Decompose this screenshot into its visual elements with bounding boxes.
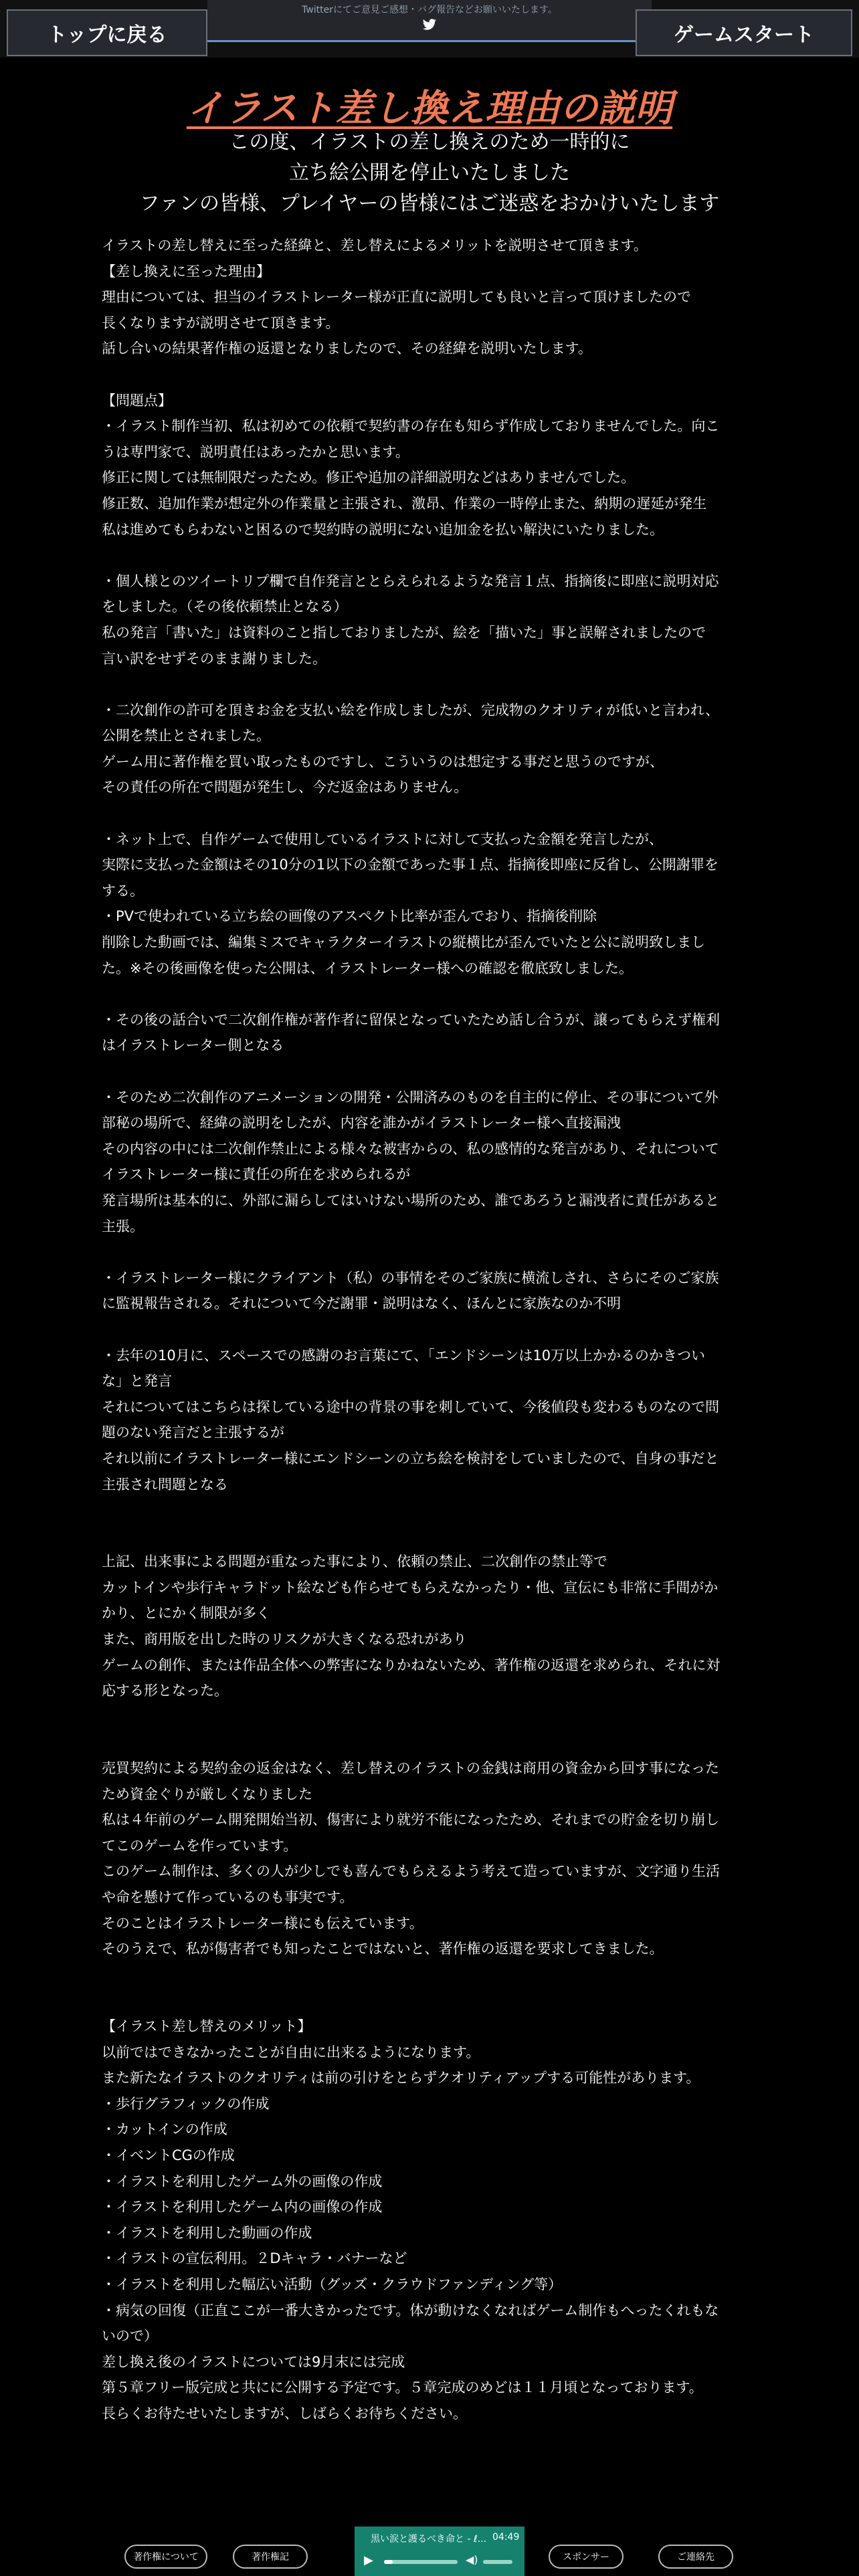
game-start-button[interactable]: ゲームスタート (636, 9, 852, 56)
body-line: た。※その後画像を使った公開は、イラストレーター様への確認を徹底致しました。 (102, 960, 633, 976)
body-line: や命を懸けて作っているのも事実です。 (102, 1889, 354, 1905)
body-line: 公開を禁止とされました。 (102, 728, 270, 744)
sponsor-button[interactable]: スポンサー (549, 2545, 624, 2569)
body-line (102, 981, 757, 1007)
body-line: ・ネット上で、自作ゲームで使用しているイラストに対して支払った金額を発言したが、 (102, 831, 663, 847)
body-line: その内容の中には二次創作禁止による様々な被害からの、私の感情的な発言があり、それについて (102, 1140, 719, 1157)
body-line: する。 (102, 882, 144, 899)
body-line: な」と発言 (102, 1373, 172, 1390)
subheading (0, 127, 859, 219)
body-line (102, 1988, 757, 2014)
seek-bar[interactable] (384, 2560, 458, 2564)
body-line: 上記、出来事による問題が重なった事により、依頼の禁止、二次創作の禁止等で (102, 1553, 607, 1570)
body-line: 差し換え後のイラストについては9月末には完成 (102, 2353, 405, 2370)
body-line: 実際に支払った金額はその10分の1以下の金額であった事１点、指摘後即座に反省し、公開謝罪を (102, 857, 719, 873)
body-line (102, 1523, 757, 1549)
body-line: ・イベントCGの作成 (102, 2147, 235, 2163)
body-line: 以前ではできなかったことが自由に出来るようになります。 (102, 2044, 480, 2060)
body-line (102, 1239, 757, 1265)
twitter-icon[interactable] (422, 19, 437, 31)
body-line: 言い訳をせずそのまま謝りました。 (102, 650, 326, 667)
page-title: イラスト差し換え理由の説明 (186, 87, 673, 130)
body-line: ゲーム用に著作権を買い取ったものですし、こういうのは想定する事だと思うのですが、 (102, 753, 664, 770)
body-line: また、商用版を出した時のリスクが大きくなる恐れがあり (102, 1631, 467, 1648)
body-line: ・個人様とのツイートリプ欄で自作発言ととらえられるような発言１点、指摘後に即座に説明対応 (102, 572, 719, 589)
body-line (102, 1497, 757, 1523)
body-line: 発言場所は基本的に、外部に漏らしてはいけない場所のため、誰であろうと漏洩者に責任があると (102, 1192, 720, 1208)
body-line: 売買契約による契約金の返金はなく、差し替えのイラストの金銭は商用の資金から回す事になった (102, 1760, 719, 1777)
body-line: 主張され問題となる (102, 1476, 228, 1493)
body-line: 【差し換えに至った理由】 (102, 263, 270, 280)
body-line: に監視報告される。それについて今だ謝罪・説明はなく、ほんとに家族なのか不明 (102, 1295, 622, 1312)
body-line: ・PVで使われている立ち絵の画像のアスペクト比率が歪んでおり、指摘後削除 (102, 908, 597, 925)
volume-slider[interactable] (483, 2560, 512, 2564)
body-line: うは専門家で、説明責任はあったかと思います。 (102, 443, 409, 460)
body-line: カットインや歩行キャラドット絵なども作らせてもらえなかったり・他、宣伝にも非常に手間がか (102, 1579, 719, 1596)
volume-icon[interactable]: ◀) (466, 2553, 478, 2566)
body-line: ・病気の回復（正直ここが一番大きかったです。体が動けなくなればゲーム制作もへったくれもな (102, 2302, 719, 2319)
track-time: 04:49 (492, 2532, 520, 2543)
body-line: ・イラストを利用したゲーム外の画像の作成 (102, 2173, 383, 2189)
body-line: ・カットインの作成 (102, 2121, 227, 2138)
body-line: 私は４年前のゲーム開発開始当初、傷害により就労不能になったため、それまでの貯金を切り崩し (102, 1812, 720, 1828)
music-player (355, 2527, 524, 2576)
body-line: 第５章フリー版完成と共にに公開する予定です。５章完成のめどは１１月頃となっております。 (102, 2379, 703, 2396)
body-line: 話し合いの結果著作権の返還となりましたので、その経緯を説明いたします。 (102, 340, 592, 357)
body-line: 私は進めてもらわないと困るので契約時の説明にない追加金を払い解決にいたりました。 (102, 521, 664, 538)
body-line: ゲームの創作、または作品全体への弊害になりかねないため、著作権の返還を求められ、それに対 (102, 1656, 721, 1673)
body-line: 長らくお待たせいたしますが、しばらくお待ちください。 (102, 2405, 467, 2422)
body-line: ・去年の10月に、スペースでの感謝のお言葉にて、「エンドシーンは10万以上かかるのかきつい (102, 1347, 706, 1364)
explanation-body (102, 233, 757, 2426)
body-line: をしました。（その後依頼禁止となる） (102, 599, 348, 615)
body-line: その責任の所在で問題が発生し、今だ返金はありません。 (102, 779, 468, 796)
body-line: ・イラストを利用した動画の作成 (102, 2224, 312, 2241)
body-line: はイラストレーター側となる (102, 1037, 284, 1054)
body-line (102, 1729, 757, 1755)
track-title: 黒い涙と護るべき命と - ℓ... (371, 2534, 487, 2545)
credits-button[interactable]: 著作権記 (233, 2545, 308, 2569)
seek-bar-fill (384, 2560, 393, 2564)
body-line (102, 1059, 757, 1085)
body-line: ・イラストの宣伝利用。２Dキャラ・バナーなど (102, 2250, 407, 2267)
play-icon[interactable]: ▶ (364, 2553, 373, 2567)
body-line (102, 1317, 757, 1343)
subheading-line: 立ち絵公開を停止いたしました (289, 161, 570, 185)
body-line (102, 800, 757, 827)
body-line: このゲーム制作は、多くの人が少しでも喜んでもらえるよう考えて造っていますが、文字通り生活 (102, 1863, 720, 1880)
body-line: また新たなイラストのクオリティは前の引けをとらずクオリティアップする可能性があります。 (102, 2070, 700, 2086)
body-line: 主張。 (102, 1218, 144, 1235)
body-line: 私の発言「書いた」は資料のこと指しておりましたが、絵を「描いた」事と誤解されましたので (102, 624, 706, 641)
body-line: いので） (102, 2328, 158, 2345)
body-line: ・イラスト制作当初、私は初めての依頼で契約書の存在も知らず作成しておりませんでした。向こ (102, 418, 720, 435)
body-line (102, 1962, 757, 1988)
body-line: 部秘の場所で、経緯の説明をしたが、内容を誰かがイラストレーター様へ直接漏洩 (102, 1115, 621, 1132)
body-line: かり、とにかく制限が多く (102, 1605, 270, 1622)
copyright-button[interactable]: 著作権について (124, 2545, 207, 2569)
body-line: ・そのため二次創作のアニメーションの開発・公開済みのものを自主的に停止、その事について外 (102, 1089, 719, 1105)
body-line: 応する形となった。 (102, 1683, 228, 1699)
subheading-line: ファンの皆様、プレイヤーの皆様にはご迷惑をおかけいたします (139, 192, 720, 215)
body-line: ・イラストレーター様にクライアント（私）の事情をそのご家族に横流しされ、さらにそのご家族 (102, 1269, 719, 1286)
body-line: ・歩行グラフィックの作成 (102, 2095, 270, 2112)
body-line: 削除した動画では、編集ミスでキャラクターイラストの縦横比が歪んでいたと公に説明致しまし (102, 934, 705, 951)
body-line: ・その後の話合いで二次創作権が著作者に留保となっていたため話し合うが、譲ってもらえず権利 (102, 1011, 720, 1028)
body-line (102, 1704, 757, 1730)
body-line (102, 362, 757, 388)
body-line (102, 671, 757, 697)
body-line: ・イラストを利用した幅広い活動（グッズ・クラウドファンディング等） (102, 2276, 563, 2292)
body-line: ・イラストを利用したゲーム内の画像の作成 (102, 2199, 383, 2216)
body-line: イラストの差し替えに至った経緯と、差し替えによるメリットを説明させて頂きます。 (102, 237, 648, 253)
body-line: 修正数、追加作業が想定外の作業量と主張され、激昂、作業の一時停止また、納期の遅延が発生 (102, 495, 707, 512)
subheading-line: この度、イラストの差し換えのため一時的に (229, 130, 630, 154)
back-to-top-button[interactable]: トップに戻る (7, 9, 207, 56)
body-line: 【問題点】 (102, 392, 172, 409)
body-line: てこのゲームを作っています。 (102, 1837, 298, 1854)
body-line: 理由については、担当のイラストレーター様が正直に説明しても良いと言って頂けましたので (102, 289, 691, 306)
body-line: イラストレーター様に責任の所在を求められるが (102, 1166, 411, 1183)
body-line: 修正に関しては無制限だったため。修正や追加の詳細説明などはありませんでした。 (102, 469, 636, 486)
body-line: 長くなりますが説明させて頂きます。 (102, 314, 340, 331)
body-line: 題のない発言だと主張するが (102, 1424, 284, 1441)
notice-banner (207, 0, 652, 42)
notice-text: Twitterにてご意見ご感想・バグ報告などお願いいたします。 (302, 5, 557, 15)
body-line: そのことはイラストレーター様にも伝えています。 (102, 1915, 423, 1931)
body-line (102, 542, 757, 568)
body-line: それ以前にイラストレーター様にエンドシーンの立ち絵を検討をしていましたので、自身の事だと (102, 1450, 719, 1467)
contact-button[interactable]: ご連絡先 (658, 2545, 733, 2569)
body-line: そのうえで、私が傷害者でも知ったことではないと、著作権の返還を要求してきました。 (102, 1941, 664, 1957)
body-line: それについてはこちらは探している途中の背景の事を刺していて、今後値段も変わるものなので問 (102, 1398, 720, 1415)
body-line: ・二次創作の許可を頂きお金を支払い絵を作成しましたが、完成物のクオリティが低いと言われ、 (102, 702, 720, 718)
body-line: 【イラスト差し替えのメリット】 (102, 2018, 312, 2034)
body-line: ため資金ぐりが厳しくなりました (102, 1786, 312, 1802)
